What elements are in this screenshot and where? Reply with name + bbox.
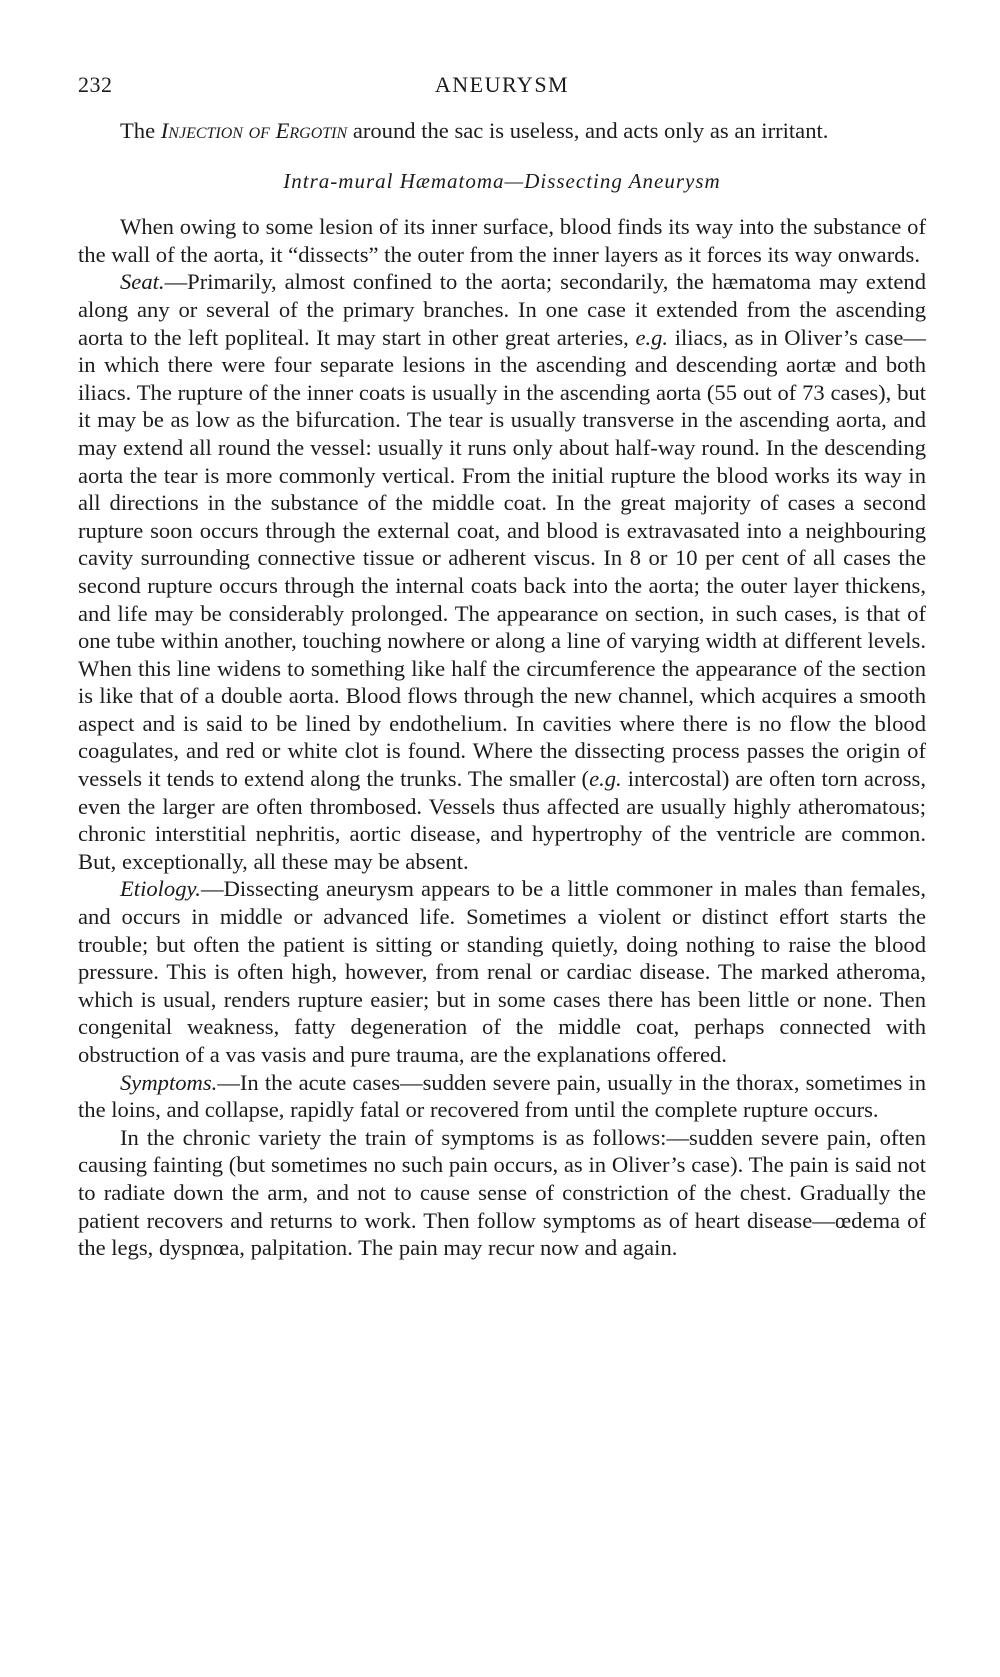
label-symptoms: Symptoms. [120, 1069, 218, 1095]
page-body [78, 117, 926, 1262]
paragraph-chronic-variety: In the chronic variety the train of symptoms is as follows:—sudden severe pain, often causing fainting (but sometimes no such pain occurs, as in Oliver’s case). The pain is said not to radiate down the arm, and not to cause sense of constriction of the chest. Gradually the patient recovers and returns to work. Then follow symptoms as of heart disease—œdema of the legs, dyspnœa, palpitation. The pain may recur now and again. [78, 1124, 926, 1261]
label-etiology: Etiology. [120, 876, 201, 902]
paragraph-seat: Seat.—Primarily, almost confined to the aorta; secondarily, the hæmatoma may extend along any or several of the primary branches. In one case it extended from the ascending aorta to the left popliteal. It may start in other great arteries, e.g. iliacs, as in Oliver’s case—in which there were four separate lesions in the ascending and descending aortæ and both iliacs. The rupture of the inner coats is usually in the ascending aorta (55 out of 73 cases), but it may be as low as the bifurcation. The tear is usually transverse in the ascending aorta, and may extend all round the vessel: usually it runs only about half-way round. In the descending aorta the tear is more commonly vertical. From the initial rupture the blood works its way in all directions in the substance of the middle coat. In the great majority of cases a second rupture soon occurs through the external coat, and blood is extravasated into a neighbouring cavity surrounding connective tissue or adherent viscus. In 8 or 10 per cent of all cases the second rupture occurs through the internal coats back into the aorta; the outer layer thickens, and life may be considerably prolonged. The appearance on section, in such cases, is that of one tube within another, touching nowhere or along a line of varying width at different levels. When this line widens to something like half the circumference the appearance of the section is like that of a double aorta. Blood flows through the new channel, which acquires a smooth aspect and is said to be lined by endothelium. In cavities where there is no flow the blood coagulates, and red or white clot is found. Where the dissecting process passes the origin of vessels it tends to extend along the trunks. The smaller (e.g. intercostal) are often torn across, even the larger are often thrombosed. Vessels thus affected are usually highly atheromatous; chronic interstitial nephritis, aortic disease, and hypertrophy of the ventricle are common. But, exceptionally, all these may be absent. [78, 269, 926, 874]
paragraph-injection-of-ergotin: The Injection of Ergotin around the sac is useless, and acts only as an irritant. [120, 118, 829, 143]
page-number: 232 [78, 72, 113, 97]
paragraph-etiology: Etiology.—Dissecting aneurysm appears to be a little commoner in males than females, and occurs in middle or advanced life. Sometimes a violent or distinct effort starts the trouble; but often the patient is sitting or standing quietly, doing nothing to raise the blood pressure. This is often high, however, from renal or cardiac disease. The marked atheroma, which is usual, renders rupture easier; but in some cases there has been little or none. Then congenital weakness, fatty degeneration of the middle coat, perhaps connected with obstruction of a vas vasis and pure trauma, are the explanations offered. [78, 876, 926, 1067]
paragraph-symptoms: Symptoms.—In the acute cases—sudden severe pain, usually in the thorax, sometimes in the loins, and collapse, rapidly fatal or recovered from until the complete rupture occurs. [78, 1069, 926, 1123]
book-page [78, 62, 926, 1262]
paragraph-intro: When owing to some lesion of its inner surface, blood finds its way into the substance of the wall of the aorta, it “dissects” the outer from the inner layers as it forces its way onwards. [78, 214, 926, 267]
label-seat: Seat. [120, 269, 165, 295]
term-injection-of-ergotin: Injection of Ergotin [160, 118, 348, 143]
section-heading: Intra-mural Hæmatoma—Dissecting Aneurysm [283, 168, 721, 193]
page-header [78, 62, 926, 106]
running-title: ANEURYSM [434, 72, 570, 97]
